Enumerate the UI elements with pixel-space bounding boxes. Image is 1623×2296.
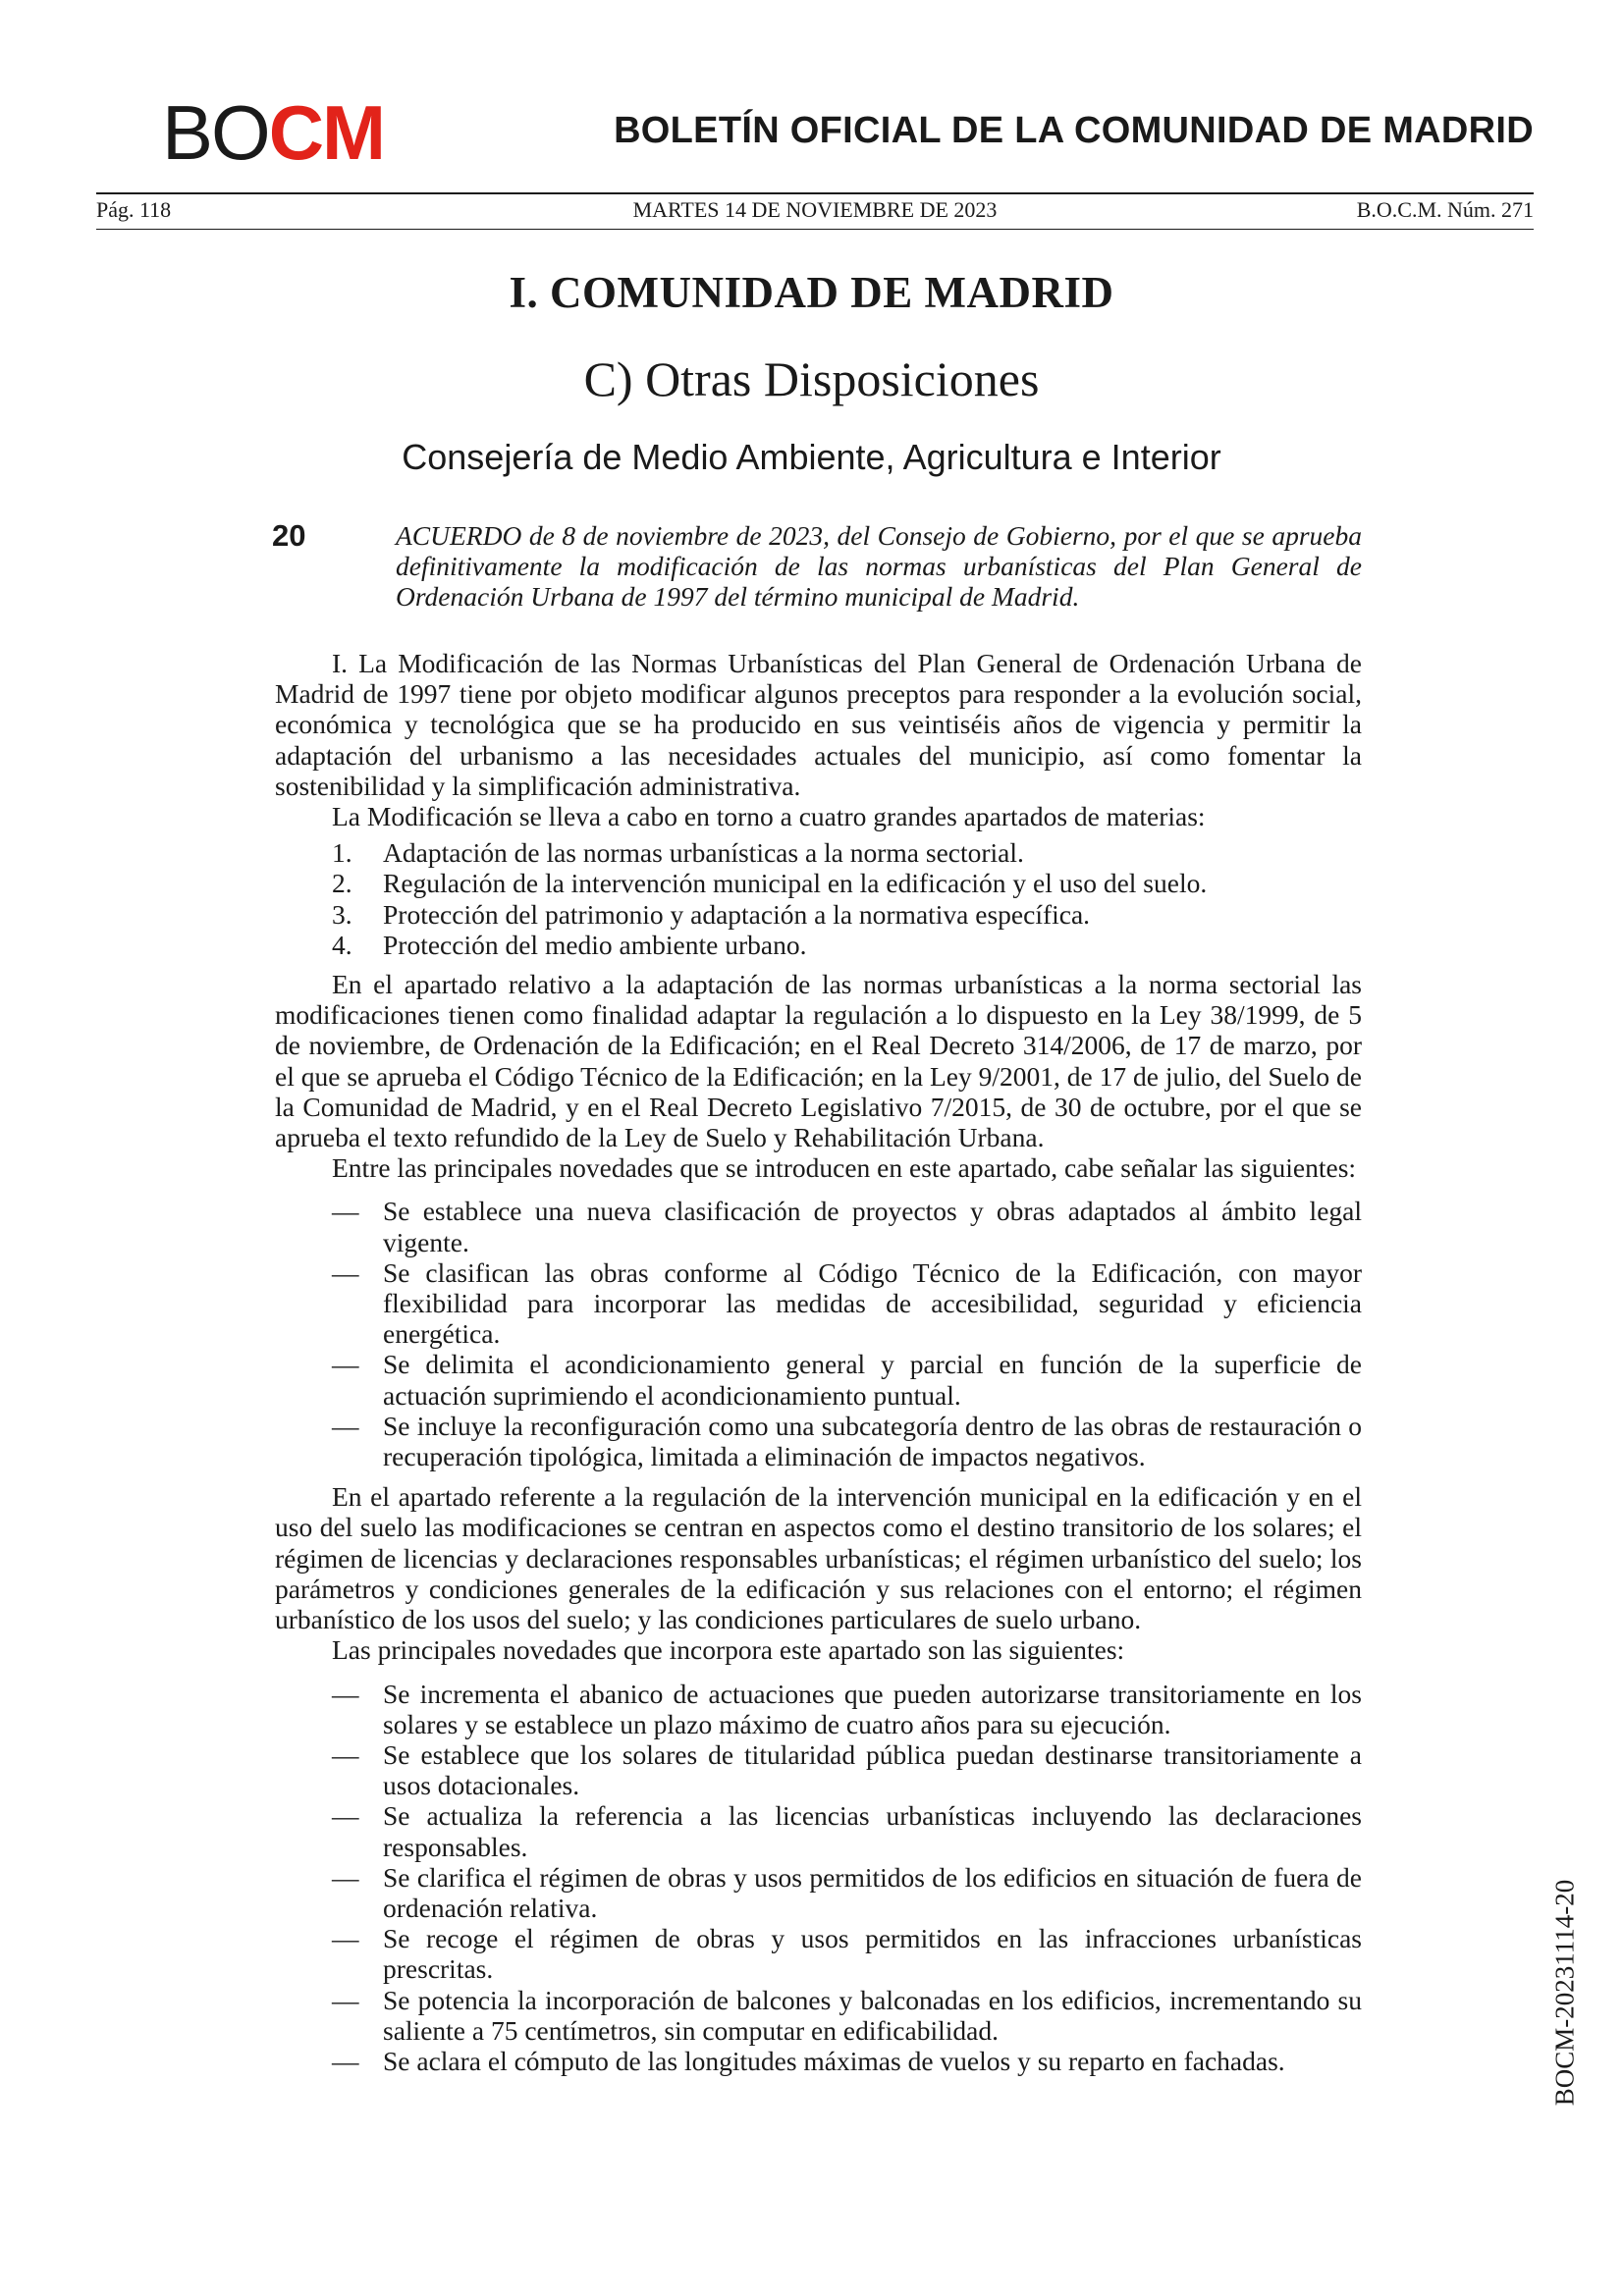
list-number: 2.	[332, 868, 352, 899]
list-item	[275, 1800, 1362, 1861]
list-item-text: Se incluye la reconfiguración como una subcategoría dentro de las obras de restauración o recuperación tipológica, limitada a eliminación de impactos negativos.	[383, 1410, 1362, 1472]
bulletin-title: BOLETÍN OFICIAL DE LA COMUNIDAD DE MADRID	[614, 110, 1534, 151]
list-item	[275, 1349, 1362, 1410]
dash-marker: —	[332, 1196, 359, 1227]
list-item	[275, 1257, 1362, 1350]
dash-marker: —	[332, 1861, 359, 1893]
list-item	[275, 1739, 1362, 1800]
list-item-text: Se recoge el régimen de obras y usos permitidos en las infracciones urbanísticas prescritas.	[383, 1923, 1362, 1985]
dash-marker: —	[332, 1678, 359, 1709]
dash-marker: —	[332, 1923, 359, 1954]
paragraph-3: En el apartado relativo a la adaptación de las normas urbanísticas a la norma sectorial las modificaciones tienen como finalidad adaptar la regulación a lo dispuesto en la Ley 38/1999, de 5 de noviembre, de Ordenación de la Edificación; en el Real Decreto 314/2006, de 17 de marzo, por el que se aprueba el Código Técnico de la Edificación; en la Ley 9/2001, de 17 de julio, del Suelo de la Comunidad de Madrid, y en el Real Decreto Legislativo 7/2015, de 30 de octubre, por el que se aprueba el texto refundido de la Ley de Suelo y Rehabilitación Urbana.	[275, 969, 1362, 1153]
page-number: Pág. 118	[96, 197, 172, 222]
dash-marker: —	[332, 1256, 359, 1288]
list-item	[275, 868, 1362, 898]
issue-number: B.O.C.M. Núm. 271	[1356, 197, 1534, 222]
list-item	[275, 1923, 1362, 1984]
list-item-text: Regulación de la intervención municipal en la edificación y el uso del suelo.	[383, 868, 1208, 899]
list-item	[275, 1985, 1362, 2046]
list-item-text: Se actualiza la referencia a las licencias urbanísticas incluyendo las declaraciones responsables.	[383, 1800, 1362, 1862]
header-meta-row	[96, 197, 1534, 227]
bocm-logo	[162, 89, 385, 176]
dash-marker: —	[332, 1410, 359, 1441]
list-item-text: Adaptación de las normas urbanísticas a la norma sectorial.	[383, 837, 1024, 869]
paragraph-1: I. La Modificación de las Normas Urbanísticas del Plan General de Ordenación Urbana de Madrid de 1997 tiene por objeto modificar algunos preceptos para responder a la evolución social, económica y tecnológica que se ha producido en sus veintiséis años de vigencia y permitir la adaptación del urbanismo a las necesidades actuales del municipio, así como fomentar la sostenibilidad y la simplificación administrativa.	[275, 648, 1362, 801]
header-rule-bottom	[96, 229, 1534, 230]
list-item-text: Se clarifica el régimen de obras y usos permitidos de los edificios en situación de fuera de ordenación relativa.	[383, 1861, 1362, 1923]
list-item-text: Se incrementa el abanico de actuaciones que pueden autorizarse transitoriamente en los solares y se establece un plazo máximo de cuatro años para su ejecución.	[383, 1678, 1362, 1739]
list-item-text: Protección del medio ambiente urbano.	[383, 929, 807, 960]
list-item	[275, 1411, 1362, 1471]
section-title: I. COMUNIDAD DE MADRID	[509, 268, 1114, 317]
numbered-list	[275, 837, 1362, 960]
department-name: Consejería de Medio Ambiente, Agricultura e Interior	[402, 437, 1221, 477]
list-number: 1.	[332, 837, 352, 869]
list-item-text: Se clasifican las obras conforme al Código Técnico de la Edificación, con mayor flexibilidad para incorporar las medidas de accesibilidad, seguridad y eficiencia energética.	[383, 1256, 1362, 1350]
paragraph-4: Entre las principales novedades que se introducen en este apartado, cabe señalar las siguientes:	[332, 1152, 1357, 1184]
list-item-text: Se delimita el acondicionamiento general y parcial en función de la superficie de actuación suprimiendo el acondicionamiento puntual.	[383, 1349, 1362, 1411]
list-item	[275, 1679, 1362, 1739]
dash-list-2	[275, 1679, 1362, 2077]
list-item-text: Se establece que los solares de titularidad pública puedan destinarse transitoriamente a usos dotacionales.	[383, 1738, 1362, 1801]
list-item	[275, 1196, 1362, 1256]
logo-part-cm: CM	[268, 89, 385, 176]
list-item	[275, 899, 1362, 930]
order-number: 20	[272, 518, 306, 553]
document-code: BOCM-20231114-20	[1549, 1879, 1580, 2107]
list-item-text: Se aclara el cómputo de las longitudes máximas de vuelos y su reparto en fachadas.	[383, 2045, 1285, 2076]
list-number: 4.	[332, 929, 352, 960]
section-subtitle: C) Otras Disposiciones	[583, 351, 1040, 406]
list-item	[275, 2046, 1362, 2076]
dash-marker: —	[332, 2045, 359, 2076]
body-text	[275, 648, 1362, 2086]
dash-marker: —	[332, 1984, 359, 2015]
header-rule-top	[96, 192, 1534, 194]
list-item	[275, 837, 1362, 868]
order-summary: ACUERDO de 8 de noviembre de 2023, del Consejo de Gobierno, por el que se aprueba definitivamente la modificación de las normas urbanísticas del Plan General de Ordenación Urbana de 1997 del término municipal de Madrid.	[396, 520, 1362, 612]
list-item	[275, 930, 1362, 960]
list-item-text: Se potencia la incorporación de balcones y balconadas en los edificios, incrementando su saliente a 75 centímetros, sin computar en edificabilidad.	[383, 1984, 1362, 2046]
list-number: 3.	[332, 898, 352, 930]
issue-date: MARTES 14 DE NOVIEMBRE DE 2023	[632, 197, 998, 222]
paragraph-6: Las principales novedades que incorpora este apartado son las siguientes:	[332, 1634, 1125, 1666]
list-item	[275, 1862, 1362, 1923]
dash-marker: —	[332, 1738, 359, 1770]
list-item-text: Se establece una nueva clasificación de proyectos y obras adaptados al ámbito legal vigente.	[383, 1196, 1362, 1257]
dash-marker: —	[332, 1349, 359, 1380]
dash-list-1	[275, 1196, 1362, 1471]
paragraph-5: En el apartado referente a la regulación de la intervención municipal en la edificación y en el uso del suelo las modificaciones se centran en aspectos como el destino transitorio de los solares; el régimen de licencias y declaraciones responsables urbanísticas; el régimen urbanístico del suelo; los parámetros y condiciones generales de la edificación y sus relaciones con el entorno; el régimen urbanístico de los usos del suelo; y las condiciones particulares de suelo urbano.	[275, 1481, 1362, 1635]
list-item-text: Protección del patrimonio y adaptación a la normativa específica.	[383, 898, 1091, 930]
logo-part-bo: BO	[162, 89, 269, 176]
paragraph-2: La Modificación se lleva a cabo en torno a cuatro grandes apartados de materias:	[332, 801, 1206, 832]
dash-marker: —	[332, 1800, 359, 1832]
